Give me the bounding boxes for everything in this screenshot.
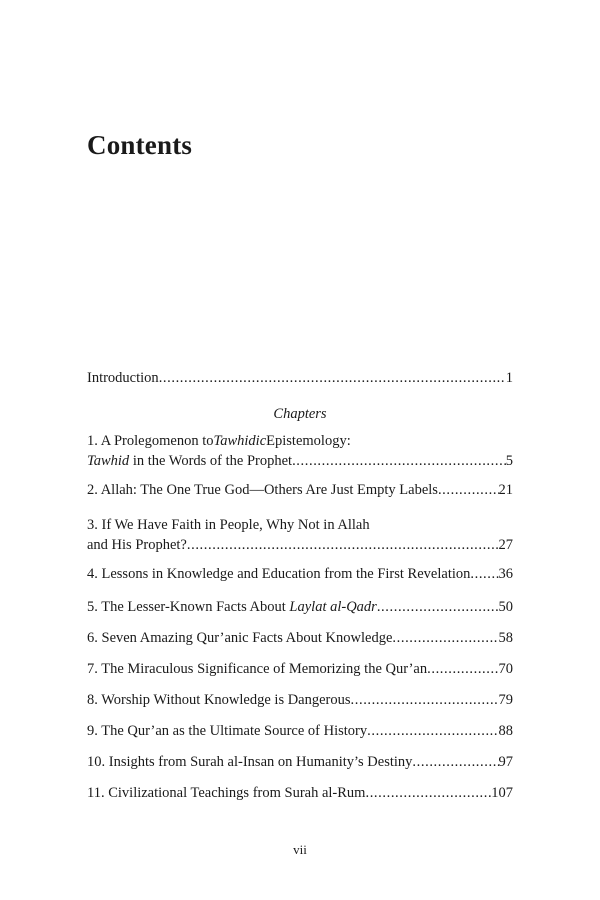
- toc-entry-introduction: [87, 368, 513, 388]
- dot-leader: [159, 368, 506, 388]
- toc-page-number: 107: [491, 785, 513, 801]
- toc-page-number: 1: [505, 370, 513, 386]
- page-title: Contents: [87, 130, 193, 160]
- toc-page-number: 27: [498, 537, 513, 553]
- toc-entry-title: [87, 451, 292, 471]
- toc-entry-title: [87, 690, 351, 710]
- title-text: 11. Civilizational Teachings from Surah al-Rum: [87, 785, 366, 801]
- toc-entry-title: [87, 628, 392, 648]
- toc-entry-title-line: [87, 451, 513, 471]
- title-text: 6. Seven Amazing Qur’anic Facts About Knowledge: [87, 630, 393, 646]
- italic-term: Tawhid: [87, 453, 130, 469]
- toc-entry-chapter-4: [87, 564, 513, 584]
- toc-entry-title: [87, 535, 187, 555]
- toc-page-number: 79: [498, 692, 513, 708]
- toc-page-number: 21: [498, 482, 513, 498]
- title-text: 9. The Qur’an as the Ultimate Source of History: [87, 723, 368, 739]
- page-number: vii: [293, 842, 307, 857]
- dot-leader: [427, 659, 498, 679]
- title-text: 8. Worship Without Knowledge is Dangerous: [87, 692, 351, 708]
- toc-entry-chapter-8: [87, 690, 513, 710]
- dot-leader: [470, 564, 498, 584]
- toc-entry-chapter-11: [87, 783, 513, 803]
- italic-term: Laylat al-Qadr: [289, 599, 377, 615]
- toc-entry-chapter-3: [87, 515, 513, 555]
- toc-page-number: 70: [498, 661, 513, 677]
- toc-page-number: 36: [498, 566, 513, 582]
- toc-entry-title-line: [87, 431, 513, 451]
- title-text: 4. Lessons in Knowledge and Education from the First Revelation: [87, 566, 471, 582]
- dot-leader: [367, 721, 498, 741]
- title-text: and His Prophet?: [87, 537, 187, 553]
- toc-entry-title-line: [87, 515, 513, 535]
- toc-entry-title-line: [87, 535, 513, 555]
- toc-entry-chapter-7: [87, 659, 513, 679]
- dot-leader: [365, 783, 491, 803]
- toc-entry-title: [87, 783, 365, 803]
- toc-page-number: 5: [505, 453, 513, 469]
- dot-leader: [412, 752, 498, 772]
- toc-entry-title: [87, 721, 367, 741]
- title-text: Epistemology:: [266, 433, 351, 449]
- title-text: 2. Allah: The One True God—Others Are Just Empty Labels: [87, 482, 438, 498]
- title-text: 3. If We Have Faith in People, Why Not in Allah: [87, 517, 370, 533]
- toc-entry-chapter-10: [87, 752, 513, 772]
- toc-entry-chapter-6: [87, 628, 513, 648]
- toc-entry-title: Introduction: [87, 370, 159, 386]
- toc-entry-title: [87, 659, 427, 679]
- title-text: 10. Insights from Surah al-Insan on Humanity’s Destiny: [87, 754, 413, 770]
- toc-entry-chapter-5: [87, 597, 513, 617]
- toc-entry-title-line: [87, 659, 513, 679]
- dot-leader: [438, 480, 499, 500]
- toc-entry-chapter-9: [87, 721, 513, 741]
- toc-entry-title-line: [87, 597, 513, 617]
- toc-page-number: 58: [498, 630, 513, 646]
- title-text: in the Words of the Prophet: [129, 453, 293, 469]
- dot-leader: [392, 628, 498, 648]
- title-text: 7. The Miraculous Significance of Memorizing the Qur’an: [87, 661, 428, 677]
- toc-entry-title: [87, 480, 438, 500]
- toc-entry-title-line: [87, 480, 513, 500]
- dot-leader: [377, 597, 499, 617]
- dot-leader: [187, 535, 499, 555]
- italic-term: Tawhidic: [213, 433, 267, 449]
- toc-entry-title-line: [87, 783, 513, 803]
- toc-entry-title-line: [87, 690, 513, 710]
- toc-page-number: 97: [498, 754, 513, 770]
- chapters-subheading: Chapters: [273, 406, 327, 422]
- title-text: 1. A Prolegomenon to: [87, 433, 214, 449]
- toc-entry-title: [87, 752, 412, 772]
- toc-page-number: 88: [498, 723, 513, 739]
- toc-entry-title: [87, 597, 377, 617]
- toc-entry-title-line: [87, 721, 513, 741]
- toc-page-number: 50: [498, 599, 513, 615]
- toc-entry-chapter-1: [87, 431, 513, 471]
- toc-entry-title: [87, 564, 470, 584]
- toc-entry-title-line: [87, 628, 513, 648]
- dot-leader: [292, 451, 506, 471]
- title-text: 5. The Lesser-Known Facts About: [87, 599, 290, 615]
- toc-entry-title-line: [87, 564, 513, 584]
- toc-entry-title-line: [87, 752, 513, 772]
- dot-leader: [351, 690, 499, 710]
- toc-entry-chapter-2: [87, 480, 513, 500]
